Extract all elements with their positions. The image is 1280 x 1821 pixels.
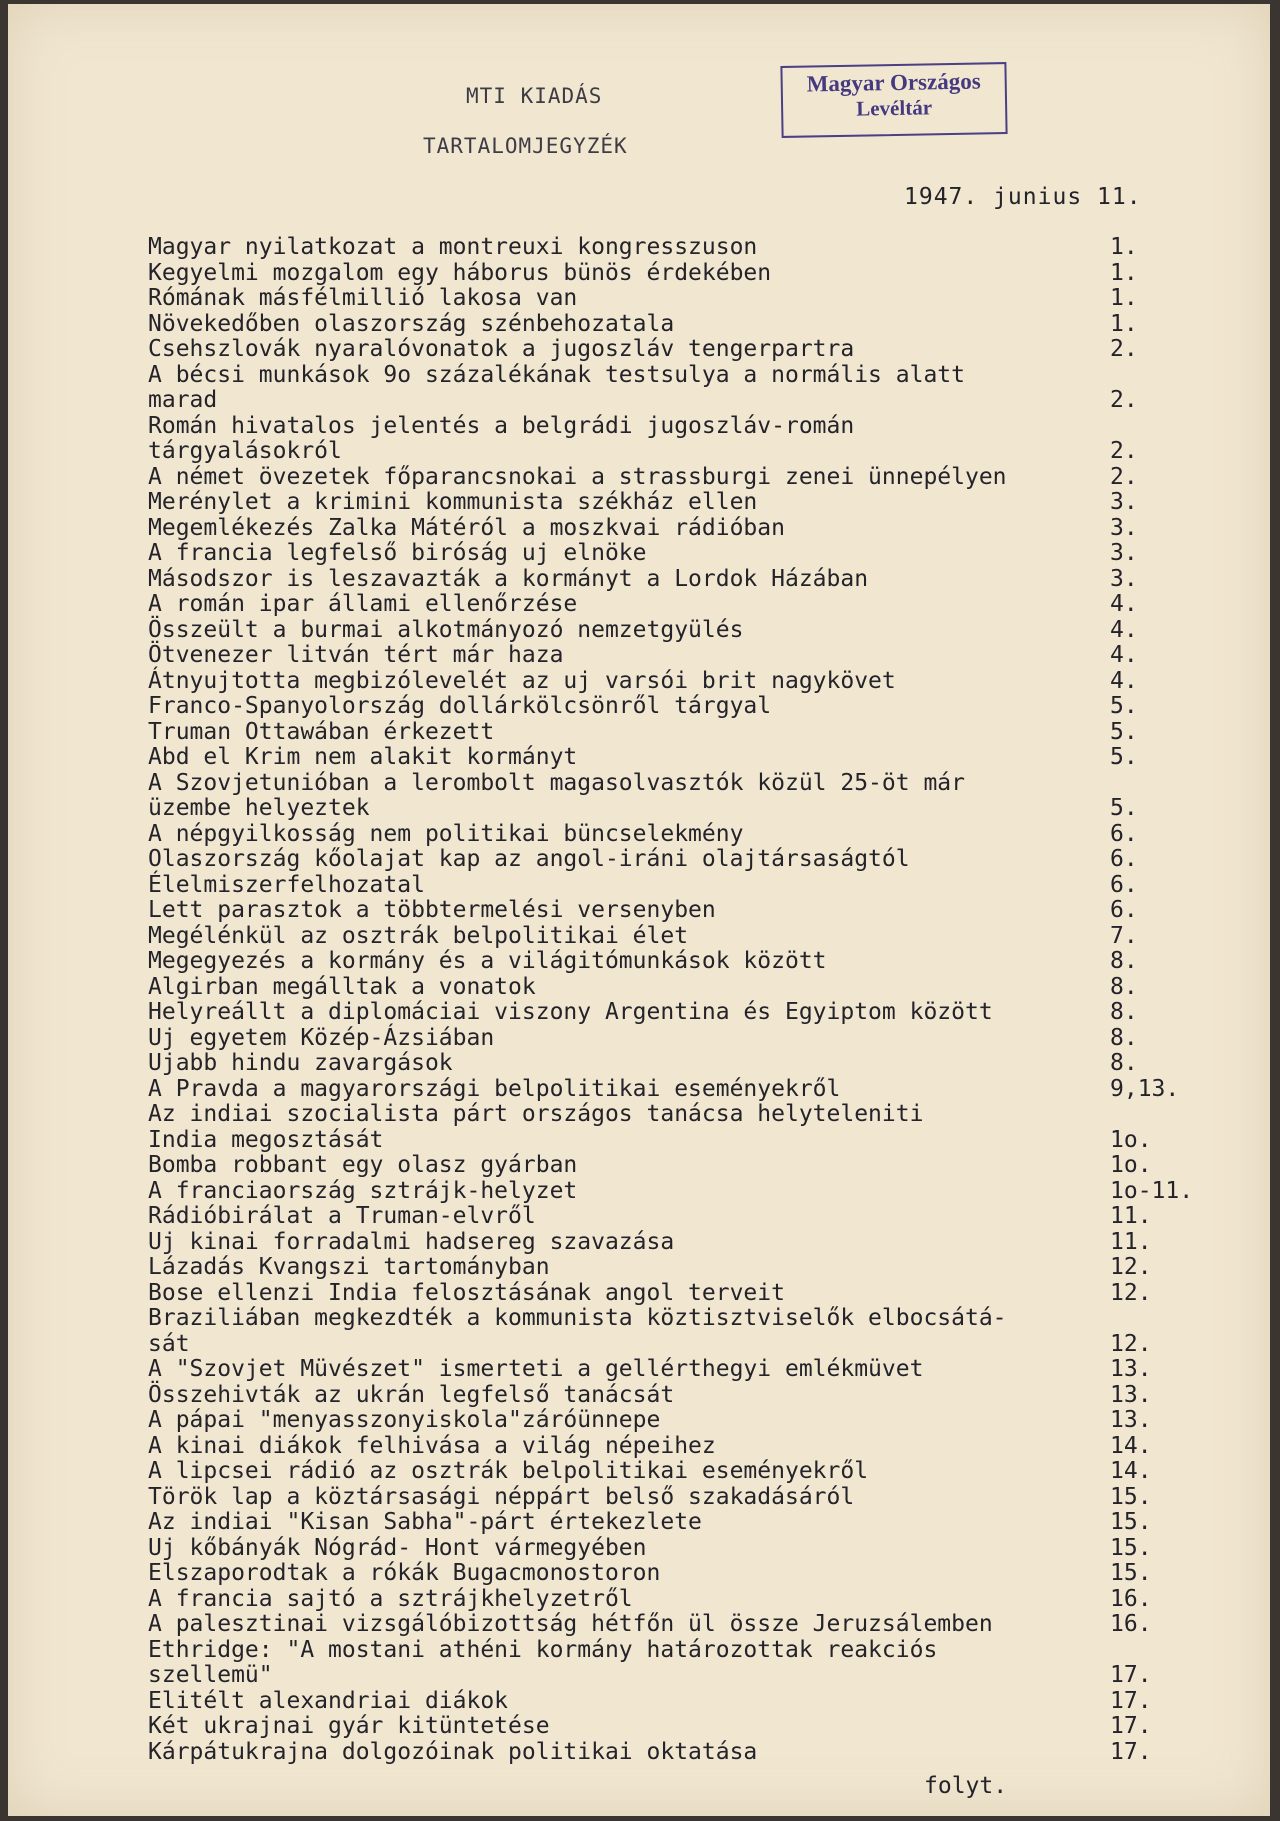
toc-entry (148, 490, 1208, 516)
toc-entry (148, 949, 1208, 975)
toc-entry-title: Lett parasztok a többtermelési versenyben (148, 897, 716, 923)
toc-entry-page: 2. (1110, 387, 1138, 413)
toc-entry-page: 16. (1110, 1585, 1152, 1612)
toc-entry-page: 13. (1110, 1381, 1152, 1408)
toc-entry-page: 14. (1110, 1432, 1152, 1459)
toc-entry-page: 4. (1110, 667, 1138, 694)
toc-entry (148, 1306, 1208, 1357)
toc-entry-page: 1. (1110, 234, 1138, 260)
toc-entry-page: 3. (1110, 565, 1138, 592)
toc-entry-page: 8. (1110, 973, 1138, 1000)
toc-entry-page: 13. (1110, 1356, 1152, 1382)
toc-entry (148, 1714, 1208, 1740)
toc-entry-page: 12. (1110, 1279, 1152, 1306)
toc-entry (148, 1357, 1208, 1383)
toc-entry (148, 643, 1208, 669)
toc-entry (148, 694, 1208, 720)
toc-entry-title: Megélénkül az osztrák belpolitikai élet (148, 922, 689, 949)
toc-entry-title: Növekedőben olaszország szénbehozatala (148, 310, 675, 337)
toc-entry (148, 1077, 1208, 1103)
toc-entry-page: 12. (1110, 1330, 1152, 1357)
toc-entry (148, 516, 1208, 542)
toc-entry-title: Merénylet a krimini kommunista székház ellen (148, 489, 758, 515)
toc-entry-title: Élelmiszerfelhozatal (148, 871, 425, 898)
toc-entry-page: 2. (1110, 336, 1138, 362)
toc-entry (148, 822, 1208, 848)
toc-entry-title: Bomba robbant egy olasz gyárban (148, 1152, 578, 1178)
toc-entry-page: 1o. (1110, 1126, 1152, 1153)
toc-entry-title: Lázadás Kvangszi tartományban (148, 1254, 550, 1280)
toc-entry-title: A "Szovjet Müvészet" ismerteti a gellérthegyi emlékmüvet (148, 1356, 924, 1382)
archive-stamp (780, 62, 1007, 138)
toc-entry-page: 15. (1110, 1560, 1152, 1586)
toc-entry (148, 1051, 1208, 1077)
toc-entry-page: 15. (1110, 1483, 1152, 1510)
toc-entry (148, 1153, 1208, 1179)
toc-entry (148, 1230, 1208, 1256)
toc-entry-title: Két ukrajnai gyár kitüntetése (148, 1713, 550, 1739)
toc-entry-page: 1. (1110, 285, 1138, 311)
toc-entry-title: Másodszor is leszavazták a kormányt a Lordok Házában (148, 565, 869, 592)
toc-entry-title: Ethridge: "A mostani athéni kormány határozottak reakciós szellemü" (148, 1636, 938, 1688)
toc-entry-page: 5. (1110, 744, 1138, 770)
toc-entry-title: Kegyelmi mozgalom egy háborus bünös érdekében (148, 259, 772, 286)
toc-entry-title: A pápai "menyasszonyiskola"záróünnepe (148, 1407, 661, 1433)
toc-entry-page: 17. (1110, 1713, 1152, 1739)
toc-entry-page: 3. (1110, 489, 1138, 515)
toc-entry-title: Elszaporodtak a rókák Bugacmonostoron (148, 1560, 661, 1586)
toc-entry-title: A Pravda a magyarországi belpolitikai eseményekről (148, 1075, 841, 1102)
toc-entry (148, 1740, 1208, 1766)
toc-entry (148, 720, 1208, 746)
toc-entry-page: 5. (1110, 693, 1138, 719)
toc-entry-title: A német övezetek főparancsnokai a strassburgi zenei ünnepélyen (148, 463, 1007, 490)
toc-entry (148, 465, 1208, 491)
toc-entry (148, 618, 1208, 644)
toc-entry-title: Rádióbirálat a Truman-elvről (148, 1203, 536, 1229)
toc-entry-page: 6. (1110, 871, 1138, 898)
table-of-contents (148, 235, 1208, 1765)
toc-entry-title: Ötvenezer litván tért már haza (148, 642, 564, 668)
toc-entry-page: 11. (1110, 1203, 1152, 1229)
toc-entry-title: Franco-Spanyolország dollárkölcsönről tárgyal (148, 693, 772, 719)
toc-entry-page: 14. (1110, 1458, 1152, 1484)
toc-entry (148, 771, 1208, 822)
toc-entry-title: Uj kőbányák Nógrád- Hont vármegyében (148, 1534, 647, 1561)
toc-entry-title: Rómának másfélmillió lakosa van (148, 285, 578, 311)
toc-entry-title: Braziliában megkezdték a kommunista köztisztviselők elbocsátá- sát (148, 1305, 1007, 1357)
toc-entry-page: 1o. (1110, 1152, 1152, 1178)
document-page (8, 4, 1270, 1816)
stamp-line-2: Levéltár (856, 95, 933, 121)
toc-entry (148, 1102, 1208, 1153)
toc-entry (148, 1179, 1208, 1205)
toc-entry-page: 1. (1110, 310, 1138, 337)
toc-entry (148, 592, 1208, 618)
toc-entry-page: 11. (1110, 1228, 1152, 1255)
toc-entry (148, 1000, 1208, 1026)
toc-entry (148, 1485, 1208, 1511)
toc-entry-page: 1o-11. (1110, 1177, 1194, 1204)
continued-note: folyt. (924, 1773, 1008, 1799)
toc-entry-title: A népgyilkosság nem politikai büncselekmény (148, 820, 744, 847)
toc-entry-title: Az indiai szocialista párt országos tanácsa helyteleniti India megosztását (148, 1101, 924, 1153)
publisher-heading: MTI KIADÁS (466, 84, 603, 108)
toc-entry-title: A bécsi munkások 9o százalékának testsulya a normális alatt marad (148, 361, 965, 413)
toc-entry (148, 1204, 1208, 1230)
toc-entry-title: Uj egyetem Közép-Ázsiában (148, 1024, 495, 1051)
toc-entry (148, 924, 1208, 950)
toc-entry-title: Algirban megálltak a vonatok (148, 973, 536, 1000)
toc-entry-title: Összehivták az ukrán legfelső tanácsát (148, 1381, 675, 1408)
document-date: 1947. junius 11. (904, 184, 1142, 210)
toc-entry-page: 13. (1110, 1407, 1152, 1433)
toc-entry (148, 235, 1208, 261)
toc-entry (148, 1255, 1208, 1281)
document-title: TARTALOMJEGYZÉK (423, 134, 628, 158)
toc-entry-page: 12. (1110, 1254, 1152, 1280)
toc-entry (148, 975, 1208, 1001)
toc-entry-page: 15. (1110, 1509, 1152, 1535)
toc-entry-page: 6. (1110, 820, 1138, 847)
toc-entry (148, 312, 1208, 338)
toc-entry-title: Megemlékezés Zalka Mátéról a moszkvai rádióban (148, 514, 785, 541)
toc-entry-title: Román hivatalos jelentés a belgrádi jugoszláv-román tárgyalásokról (148, 412, 855, 464)
toc-entry-page: 17. (1110, 1738, 1152, 1765)
toc-entry-page: 4. (1110, 642, 1138, 668)
toc-entry (148, 1689, 1208, 1715)
toc-entry-page: 3. (1110, 540, 1138, 566)
toc-entry-title: A francia legfelső biróság uj elnöke (148, 540, 647, 566)
toc-entry-page: 8. (1110, 1024, 1138, 1051)
toc-entry-page: 6. (1110, 897, 1138, 923)
toc-entry-title: Magyar nyilatkozat a montreuxi kongresszuson (148, 234, 758, 260)
toc-entry-title: Helyreállt a diplomáciai viszony Argentina és Egyiptom között (148, 999, 993, 1025)
toc-entry-title: A francia sajtó a sztrájkhelyzetről (148, 1585, 633, 1612)
toc-entry-page: 16. (1110, 1611, 1152, 1637)
toc-entry (148, 847, 1208, 873)
toc-entry (148, 286, 1208, 312)
toc-entry-title: A palesztinai vizsgálóbizottság hétfőn ül össze Jeruzsálemben (148, 1611, 993, 1637)
toc-entry-title: A Szovjetunióban a lerombolt magasolvasztók közül 25-öt már üzembe helyeztek (148, 769, 965, 821)
toc-entry-title: Megegyezés a kormány és a világitómunkások között (148, 948, 827, 974)
toc-entry-title: Uj kinai forradalmi hadsereg szavazása (148, 1228, 675, 1255)
toc-entry-page: 8. (1110, 1050, 1138, 1076)
toc-entry-page: 5. (1110, 718, 1138, 745)
toc-entry-title: A román ipar állami ellenőrzése (148, 591, 578, 617)
toc-entry (148, 745, 1208, 771)
toc-entry-page: 8. (1110, 948, 1138, 974)
toc-entry-page: 2. (1110, 438, 1138, 464)
toc-entry-title: A kinai diákok felhivása a világ népeihez (148, 1432, 716, 1459)
toc-entry-title: Bose ellenzi India felosztásának angol terveit (148, 1279, 785, 1306)
toc-entry-title: Olaszország kőolajat kap az angol-iráni olajtársaságtól (148, 846, 910, 872)
toc-entry (148, 1408, 1208, 1434)
toc-entry (148, 414, 1208, 465)
toc-entry (148, 1536, 1208, 1562)
toc-entry (148, 261, 1208, 287)
toc-entry (148, 337, 1208, 363)
toc-entry (148, 1434, 1208, 1460)
toc-entry-title: Kárpátukrajna dolgozóinak politikai oktatása (148, 1738, 758, 1765)
toc-entry-page: 7. (1110, 922, 1138, 949)
toc-entry (148, 898, 1208, 924)
toc-entry-title: Csehszlovák nyaralóvonatok a jugoszláv tengerpartra (148, 336, 855, 362)
toc-entry (148, 541, 1208, 567)
toc-entry-page: 6. (1110, 846, 1138, 872)
toc-entry-title: A lipcsei rádió az osztrák belpolitikai eseményekről (148, 1458, 869, 1484)
toc-entry-title: Átnyujtotta megbizólevelét az uj varsói brit nagykövet (148, 667, 896, 694)
toc-entry (148, 1612, 1208, 1638)
toc-entry-page: 5. (1110, 795, 1138, 821)
toc-entry-title: Elitélt alexandriai diákok (148, 1687, 509, 1714)
toc-entry (148, 669, 1208, 695)
toc-entry-page: 4. (1110, 616, 1138, 643)
toc-entry (148, 1587, 1208, 1613)
toc-entry-title: Összeült a burmai alkotmányozó nemzetgyülés (148, 616, 744, 643)
toc-entry (148, 1383, 1208, 1409)
toc-entry (148, 1026, 1208, 1052)
toc-entry-title: Ujabb hindu zavargások (148, 1050, 453, 1076)
toc-entry-page: 17. (1110, 1687, 1152, 1714)
stamp-line-1: Magyar Országos (806, 68, 981, 97)
toc-entry-page: 3. (1110, 514, 1138, 541)
toc-entry-title: Török lap a köztársasági néppárt belső szakadásáról (148, 1483, 855, 1510)
toc-entry (148, 1510, 1208, 1536)
toc-entry-page: 9,13. (1110, 1075, 1180, 1102)
toc-entry-page: 4. (1110, 591, 1138, 617)
toc-entry-page: 1. (1110, 259, 1138, 286)
toc-entry (148, 1561, 1208, 1587)
toc-entry-title: Truman Ottawában érkezett (148, 718, 495, 745)
toc-entry (148, 1459, 1208, 1485)
toc-entry (148, 873, 1208, 899)
toc-entry-page: 8. (1110, 999, 1138, 1025)
toc-entry-title: Abd el Krim nem alakit kormányt (148, 744, 578, 770)
toc-entry (148, 567, 1208, 593)
toc-entry-title: A franciaország sztrájk-helyzet (148, 1177, 578, 1204)
toc-entry (148, 1638, 1208, 1689)
toc-entry-title: Az indiai "Kisan Sabha"-párt értekezlete (148, 1509, 702, 1535)
toc-entry (148, 363, 1208, 414)
toc-entry-page: 15. (1110, 1534, 1152, 1561)
toc-entry-page: 17. (1110, 1662, 1152, 1688)
toc-entry-page: 2. (1110, 463, 1138, 490)
toc-entry (148, 1281, 1208, 1307)
